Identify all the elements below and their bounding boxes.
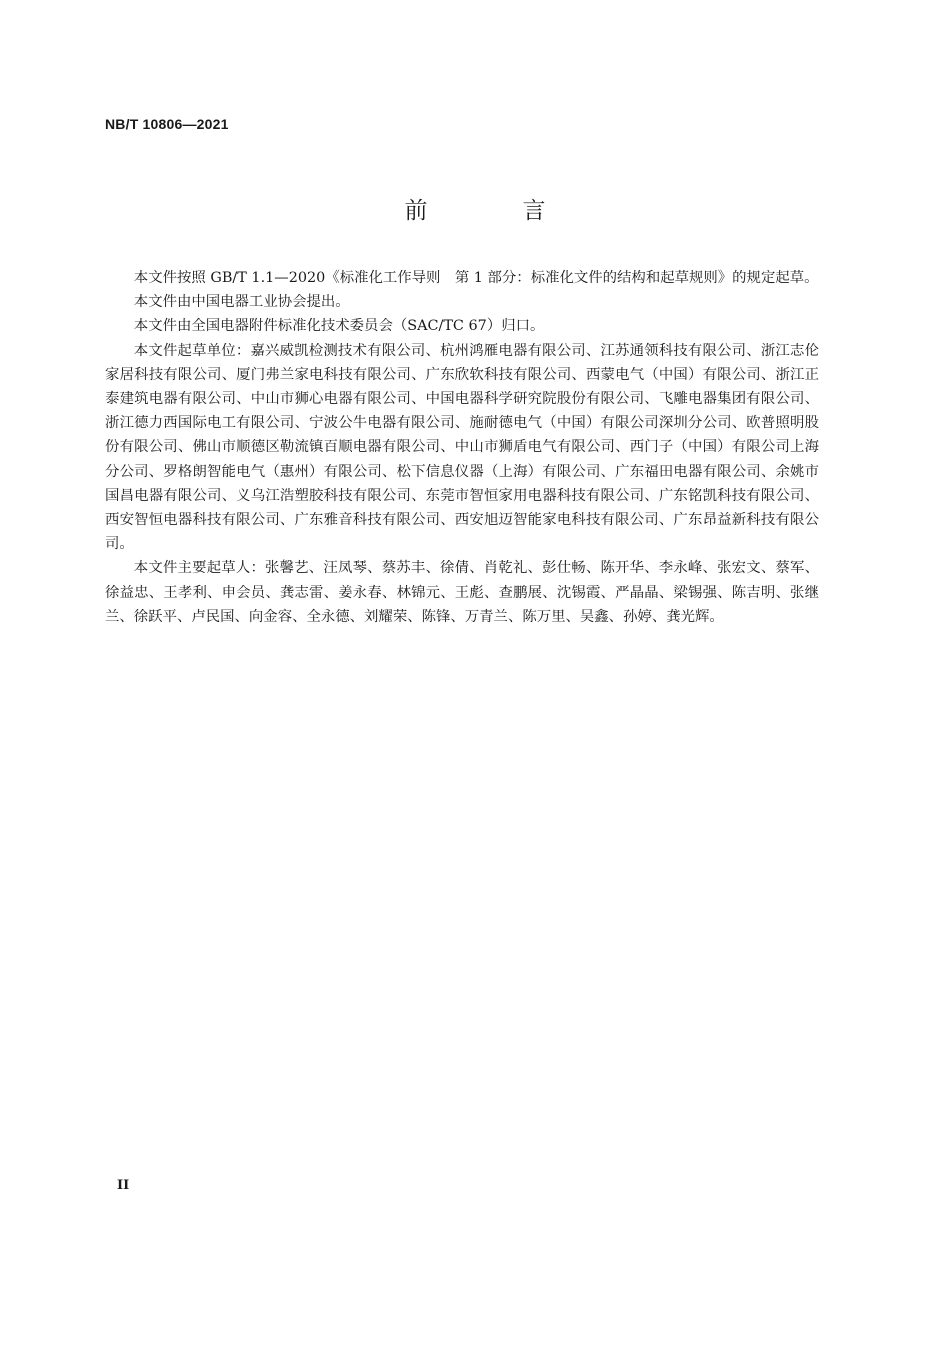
paragraph-committee: 本文件由全国电器附件标准化技术委员会（SAC/TC 67）归口。	[133, 318, 545, 335]
standard-code: NB/T 10806—2021	[105, 116, 229, 132]
page-number: II	[117, 1178, 130, 1193]
paragraph-proposer: 本文件由中国电器工业协会提出。	[133, 294, 350, 311]
paragraph-drafting-rules: 本文件按照 GB/T 1.1—2020《标准化工作导则 第 1 部分：标准化文件的结构和起草规则》的规定起草。	[133, 270, 819, 286]
paragraph-drafting-units: 本文件起草单位：嘉兴威凯检测技术有限公司、杭州鸿雁电器有限公司、江苏通领科技有限公司、浙江志伦家居科技有限公司、厦门弗兰家电科技有限公司、广东欣软科技有限公司、西蒙电气（中国）有限公司、浙江正泰建筑电器有限公司、中山市狮心电器有限公司、中国电器科学研究院股份有限公司、飞雕电器集团有限公司、浙江德力西国际电工有限公司、宁波公牛电器有限公司、施耐德电气（中国）有限公司深圳分公司、欧普照明股份有限公司、佛山市顺德区勒流镇百顺电器有限公司、中山市狮盾电气有限公司、西门子（中国）有限公司上海分公司、罗格朗智能电气（惠州）有限公司、松下信息仪器（上海）有限公司、广东福田电器有限公司、余姚市国昌电器有限公司、义乌江浩塑胶科技有限公司、东莞市智恒家用电器科技有限公司、广东铭凯科技有限公司、西安智恒电器科技有限公司、广东雅音科技有限公司、西安旭迈智能家电科技有限公司、广东昂益新科技有限公司。	[105, 342, 819, 553]
page-title: 前 言	[404, 198, 582, 224]
foreword-body	[105, 266, 819, 629]
paragraph-drafters: 本文件主要起草人：张馨艺、汪凤琴、蔡苏丰、徐倩、肖乾礼、彭仕畅、陈开华、李永峰、张宏文、蔡军、徐益忠、王孝利、申会员、龚志雷、姜永春、林锦元、王彪、查鹏展、沈锡霞、严晶晶、梁锡强、陈吉明、张继兰、徐跃平、卢民国、向金容、全永德、刘耀荣、陈锋、万青兰、陈万里、吴鑫、孙婷、龚光辉。	[105, 560, 819, 625]
